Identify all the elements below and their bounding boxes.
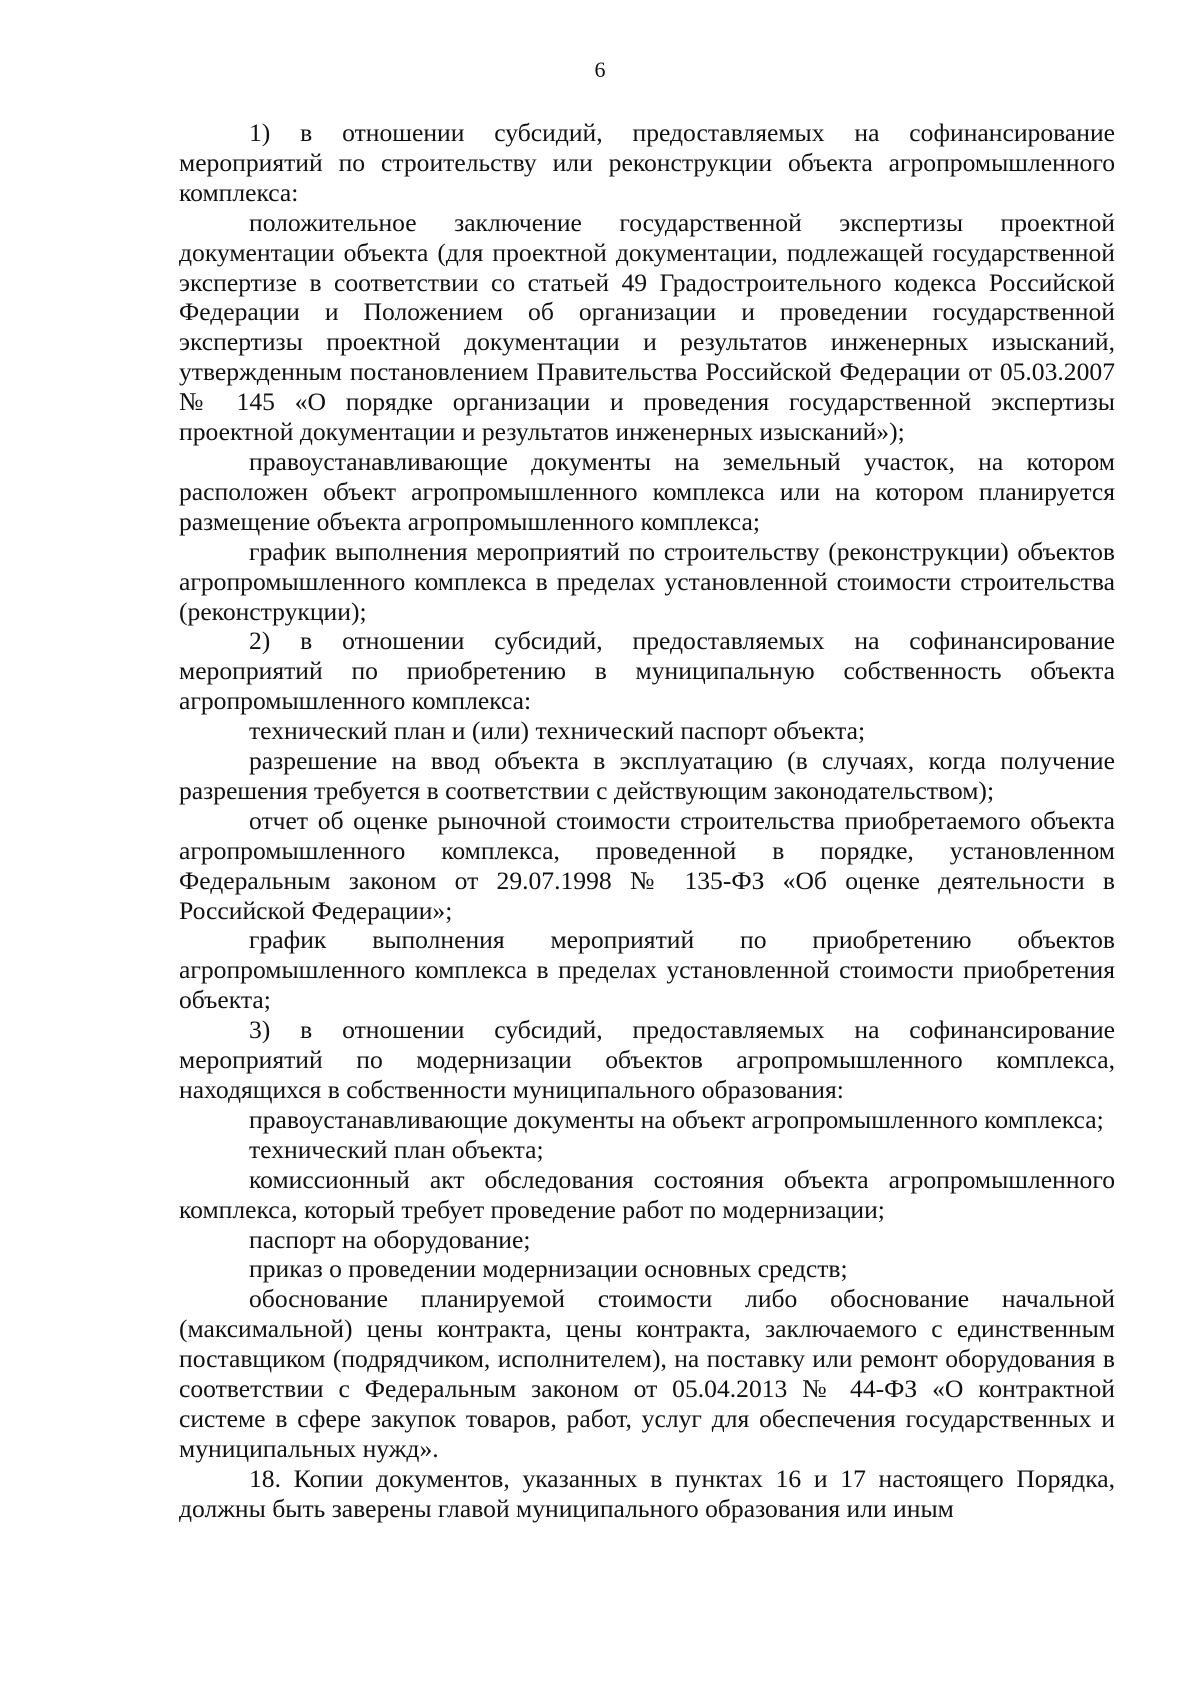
paragraph-technical-plan-passport: технический план и (или) технический паспорт объекта;: [249, 716, 866, 746]
paragraph-commissioning-permit: разрешение на ввод объекта в эксплуатацию (в случаях, когда получение разрешения требуется в соответствии с действующим законодательством);: [179, 746, 1115, 805]
paragraph-object-title-documents: правоустанавливающие документы на объект агропромышленного комплекса;: [249, 1104, 1104, 1134]
paragraph-technical-plan: технический план объекта;: [249, 1134, 544, 1164]
document-body: [179, 118, 1115, 1524]
paragraph-valuation-report: отчет об оценке рыночной стоимости строительства приобретаемого объекта агропромышленного комплекса, проведенной в порядке, установленном Федеральным законом от 29.07.1998 № 135-ФЗ «Об оценке деятельности в Российской Федерации»;: [179, 805, 1115, 925]
paragraph-land-title-documents: правоустанавливающие документы на земельный участок, на котором расположен объект агропромышленного комплекса или на котором планируется размещение объекта агропромышленного комплекса;: [179, 446, 1115, 536]
paragraph-subsidy-modernization: 3) в отношении субсидий, предоставляемых на софинансирование мероприятий по модернизации объектов агропромышленного комплекса, находящихся в собственности муниципального образования:: [179, 1015, 1115, 1104]
paragraph-equipment-passport: паспорт на оборудование;: [249, 1224, 531, 1254]
paragraph-cost-justification: обоснование планируемой стоимости либо обоснование начальной (максимальной) цены контракта, цены контракта, заключаемого с единственным поставщиком (подрядчиком, исполнителем), на поставку или ремонт оборудования в соответствии с Федеральным законом от 05.04.2013 № 44-ФЗ «О контрактной системе в сфере закупок товаров, работ, услуг для обеспечения государственных и муниципальных нужд».: [179, 1284, 1115, 1463]
paragraph-subsidy-construction: 1) в отношении субсидий, предоставляемых на софинансирование мероприятий по строительству или реконструкции объекта агропромышленного комплекса:: [179, 118, 1115, 207]
paragraph-construction-schedule: график выполнения мероприятий по строительству (реконструкции) объектов агропромышленного комплекса в пределах установленной стоимости строительства (реконструкции);: [179, 536, 1115, 626]
paragraph-acquisition-schedule: график выполнения мероприятий по приобретению объектов агропромышленного комплекса в пределах установленной стоимости приобретения объекта;: [179, 925, 1115, 1015]
page-number: 6: [594, 57, 606, 82]
paragraph-state-expertise: положительное заключение государственной экспертизы проектной документации объекта (для проектной документации, подлежащей государственной экспертизе в соответствии со статьей 49 Градостроительного кодекса Российской Федерации и Положением об организации и проведении государственной экспертизы проектной документации и результатов инженерных изысканий, утвержденным постановлением Правительства Российской Федерации от 05.03.2007 № 145 «О порядке организации и проведения государственной экспертизы проектной документации и результатов инженерных изысканий»);: [179, 207, 1115, 447]
paragraph-modernization-order: приказ о проведении модернизации основных средств;: [249, 1254, 848, 1284]
paragraph-inspection-act: комиссионный акт обследования состояния объекта агропромышленного комплекса, который требует проведение работ по модернизации;: [179, 1164, 1115, 1224]
paragraph-subsidy-acquisition: 2) в отношении субсидий, предоставляемых на софинансирование мероприятий по приобретению в муниципальную собственность объекта агропромышленного комплекса:: [179, 626, 1115, 716]
paragraph-item-18-copies: 18. Копии документов, указанных в пунктах 16 и 17 настоящего Порядка, должны быть заверены главой муниципального образования или иным: [179, 1463, 1115, 1523]
